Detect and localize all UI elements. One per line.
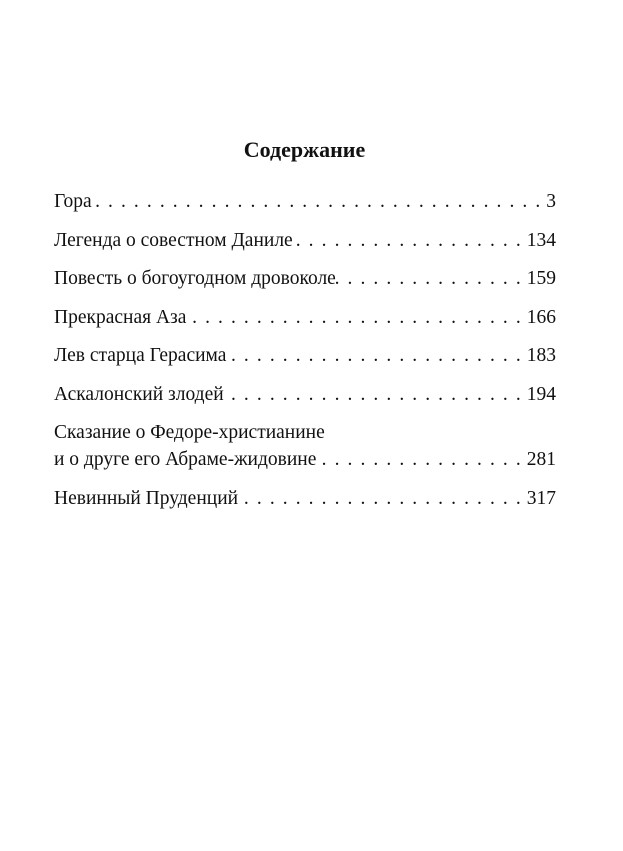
toc-entry-line [54, 381, 556, 408]
toc-entry [54, 304, 556, 331]
toc-entry-line [54, 485, 556, 512]
toc-entry [54, 342, 556, 369]
dot-leader [224, 381, 527, 408]
toc-list [54, 188, 556, 523]
dot-leader [226, 342, 526, 369]
toc-entry-page: 159 [526, 268, 556, 289]
toc-entry-line [54, 227, 556, 254]
toc-entry-page: 134 [526, 229, 556, 251]
dot-leader [293, 227, 527, 254]
toc-entry-title: Повесть о богоугодном дровоколе [54, 268, 336, 289]
toc-title: Содержание [243, 137, 366, 162]
toc-entry-title-line: Сказание о Федоре-христианине [54, 422, 325, 443]
toc-entry-page: 183 [526, 345, 556, 366]
dot-leader [316, 446, 526, 473]
toc-entry-line [54, 304, 556, 331]
toc-entry-title: Лев старца Герасима [54, 345, 227, 366]
toc-entry-title: Гора [54, 191, 92, 212]
toc-entry-title: Легенда о совестном Даниле [54, 229, 293, 251]
toc-entry [54, 419, 556, 473]
dot-leader [238, 485, 527, 512]
toc-entry-page: 3 [546, 191, 556, 212]
toc-entry-page: 194 [526, 383, 556, 405]
toc-entry-line [54, 342, 556, 369]
toc-entry-line [54, 446, 556, 473]
toc-entry-page: 317 [526, 487, 556, 509]
toc-entry-line [54, 265, 556, 292]
toc-entry-line [54, 188, 556, 215]
toc-entry [54, 485, 556, 512]
toc-entry [54, 381, 556, 408]
toc-entry [54, 265, 556, 292]
toc-entry-title: Невинный Пруденций [54, 487, 239, 509]
toc-entry-title: и о друге его Абраме-жидовине [54, 449, 317, 470]
toc-entry [54, 227, 556, 254]
toc-entry [54, 188, 556, 215]
dot-leader [186, 304, 526, 331]
toc-entry-title: Прекрасная Аза [54, 306, 187, 328]
dot-leader [336, 265, 527, 292]
toc-entry-title: Аскалонский злодей [54, 383, 224, 405]
toc-entry-page: 166 [526, 306, 556, 328]
toc-entry-page: 281 [526, 449, 556, 470]
dot-leader [92, 188, 547, 215]
